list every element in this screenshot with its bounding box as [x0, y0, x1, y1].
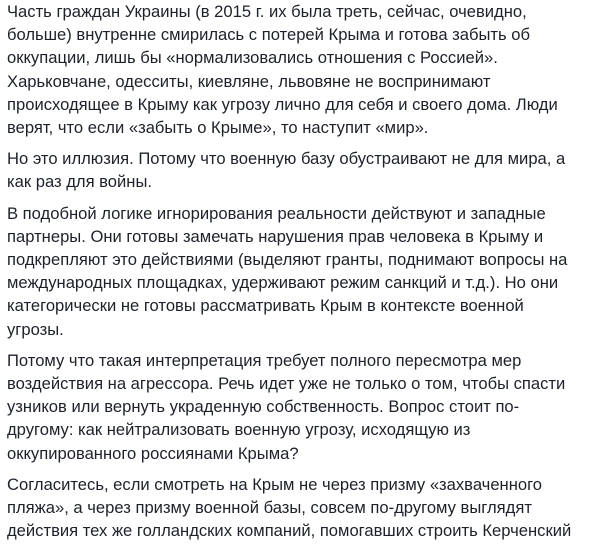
text-line: партнеры. Они готовы замечать нарушения прав человека в Крыму и — [7, 226, 544, 246]
text-line: происходящее в Крыму как угрозу лично для себя и своего дома. Люди — [7, 94, 558, 114]
paragraph-5 — [7, 473, 589, 543]
text-line: как раз для войны. — [7, 172, 153, 192]
text-line: категорически не готовы рассматривать Крым в контексте военной — [7, 296, 524, 316]
text-line: угрозы. — [7, 319, 64, 339]
text-line: действия тех же голландских компаний, помогавших строить Керченский — [7, 521, 572, 541]
text-line: Потому что такая интерпретация требует полного пересмотра мер — [7, 350, 522, 370]
text-line: В подобной логике игнорирования реальности действуют и западные — [7, 203, 546, 223]
text-line: больше) внутренне смирилась с потерей Крыма и готова забыть об — [7, 25, 531, 45]
paragraph-3 — [7, 202, 589, 341]
text-line: другому: как нейтрализовать военную угрозу, исходящую из — [7, 420, 471, 440]
text-line: Харьковчане, одесситы, киевляне, львовяне не воспринимают — [7, 71, 491, 91]
text-line: подкрепляют это действиями (выделяют гранты, поднимают вопросы на — [7, 250, 568, 270]
text-line: верят, что если «забыть о Крыме», то наступит «мир». — [7, 118, 429, 138]
text-line: воздействия на агрессора. Речь идет уже не только о том, чтобы спасти — [7, 374, 566, 394]
article-body — [7, 0, 589, 550]
text-line: оккупации, лишь бы «нормализовались отношения с Россией». — [7, 48, 498, 68]
text-line: узников или вернуть украденную собственность. Вопрос стоит по- — [7, 397, 520, 417]
text-line: Согласитесь, если смотреть на Крым не через призму «захваченного — [7, 474, 543, 494]
text-line: Но это иллюзия. Потому что военную базу обустраивают не для мира, а — [7, 149, 566, 169]
paragraph-1 — [7, 0, 589, 139]
paragraph-4 — [7, 349, 589, 465]
text-line: международных площадках, удерживают режим санкций и т.д.). Но они — [7, 273, 559, 293]
text-line: оккупированного россиянами Крыма? — [7, 443, 299, 463]
text-line: Часть граждан Украины (в 2015 г. их была треть, сейчас, очевидно, — [7, 2, 527, 21]
paragraph-2 — [7, 147, 589, 193]
text-line: пляжа», а через призму военной базы, совсем по-другому выглядят — [7, 498, 532, 518]
